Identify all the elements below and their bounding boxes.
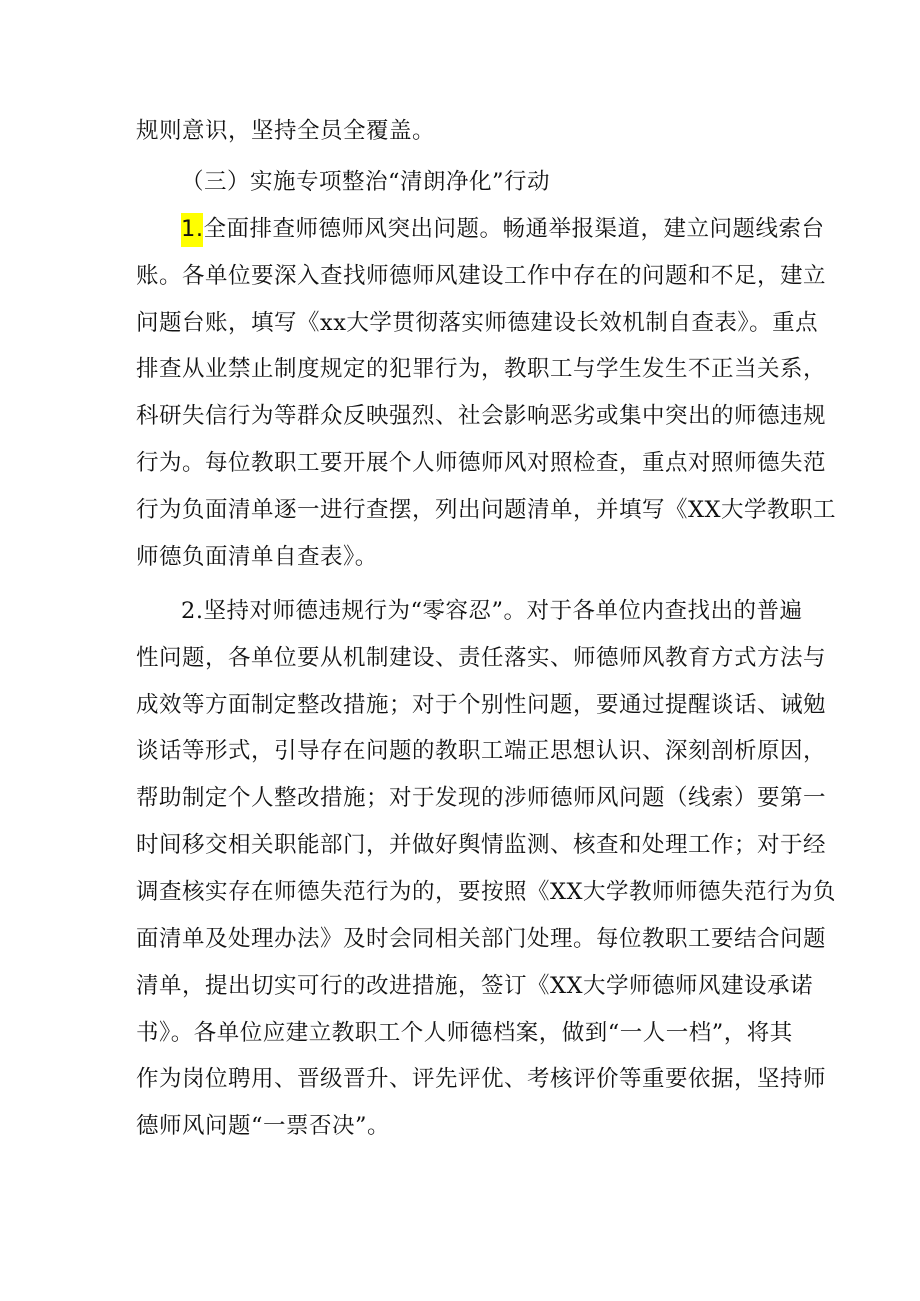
item2-line-1: 2.坚持对师德违规行为“零容忍”。对于各单位内查找出的普遍: [181, 598, 803, 624]
item2-line-11: 作为岗位聘用、晋级晋升、评先评优、考核评价等重要依据，坚持师: [136, 1066, 827, 1092]
item2-line-3: 成效等方面制定整改措施；对于个别性问题，要通过提醒谈话、诫勉: [136, 692, 827, 718]
item2-line-4: 谈话等形式，引导存在问题的教职工端正思想认识、深刻剖析原因，: [136, 738, 827, 764]
item1-line-4: 排查从业禁止制度规定的犯罪行为，教职工与学生发生不正当关系，: [136, 356, 827, 382]
item1-line-8: 师德负面清单自查表》。: [136, 544, 378, 570]
item1-line-5: 科研失信行为等群众反映强烈、社会影响恶劣或集中突出的师德违规: [136, 403, 827, 429]
item1-line-7: 行为负面清单逐一进行查摆，列出问题清单，并填写《XX大学教职工: [136, 497, 837, 523]
item2-line-8: 面清单及处理办法》及时会同相关部门处理。每位教职工要结合问题: [136, 926, 827, 952]
item1-line-1-text: 全面排查师德师风突出问题。畅通举报渠道，建立问题线索台: [203, 216, 825, 242]
paragraph-continuation-line: 规则意识，坚持全员全覆盖。: [136, 118, 436, 144]
section-heading: （三）实施专项整治“清朗净化”行动: [181, 169, 551, 195]
item1-first-line: [181, 214, 824, 244]
item2-line-10: 书》。各单位应建立教职工个人师德档案，做到“一人一档”，将其: [136, 1020, 793, 1046]
item2-line-7: 调查核实存在师德失范行为的，要按照《XX大学教师师德失范行为负: [136, 879, 837, 905]
item1-line-3: 问题台账，填写《xx大学贯彻落实师德建设长效机制自查表》。重点: [136, 310, 819, 336]
item2-line-12: 德师风问题“一票否决”。: [136, 1113, 391, 1139]
highlighted-item-number: 1.: [181, 213, 203, 247]
item2-line-9: 清单，提出切实可行的改进措施，签订《XX大学师德师风建设承诺: [136, 973, 814, 999]
item2-line-6: 时间移交相关职能部门，并做好舆情监测、核查和处理工作；对于经: [136, 832, 827, 858]
item2-line-5: 帮助制定个人整改措施；对于发现的涉师德师风问题（线索）要第一: [136, 785, 827, 811]
item2-line-2: 性问题，各单位要从机制建设、责任落实、师德师风教育方式方法与: [136, 645, 827, 671]
item1-line-6: 行为。每位教职工要开展个人师德师风对照检查，重点对照师德失范: [136, 450, 827, 476]
item1-line-2: 账。各单位要深入查找师德师风建设工作中存在的问题和不足，建立: [136, 263, 827, 289]
